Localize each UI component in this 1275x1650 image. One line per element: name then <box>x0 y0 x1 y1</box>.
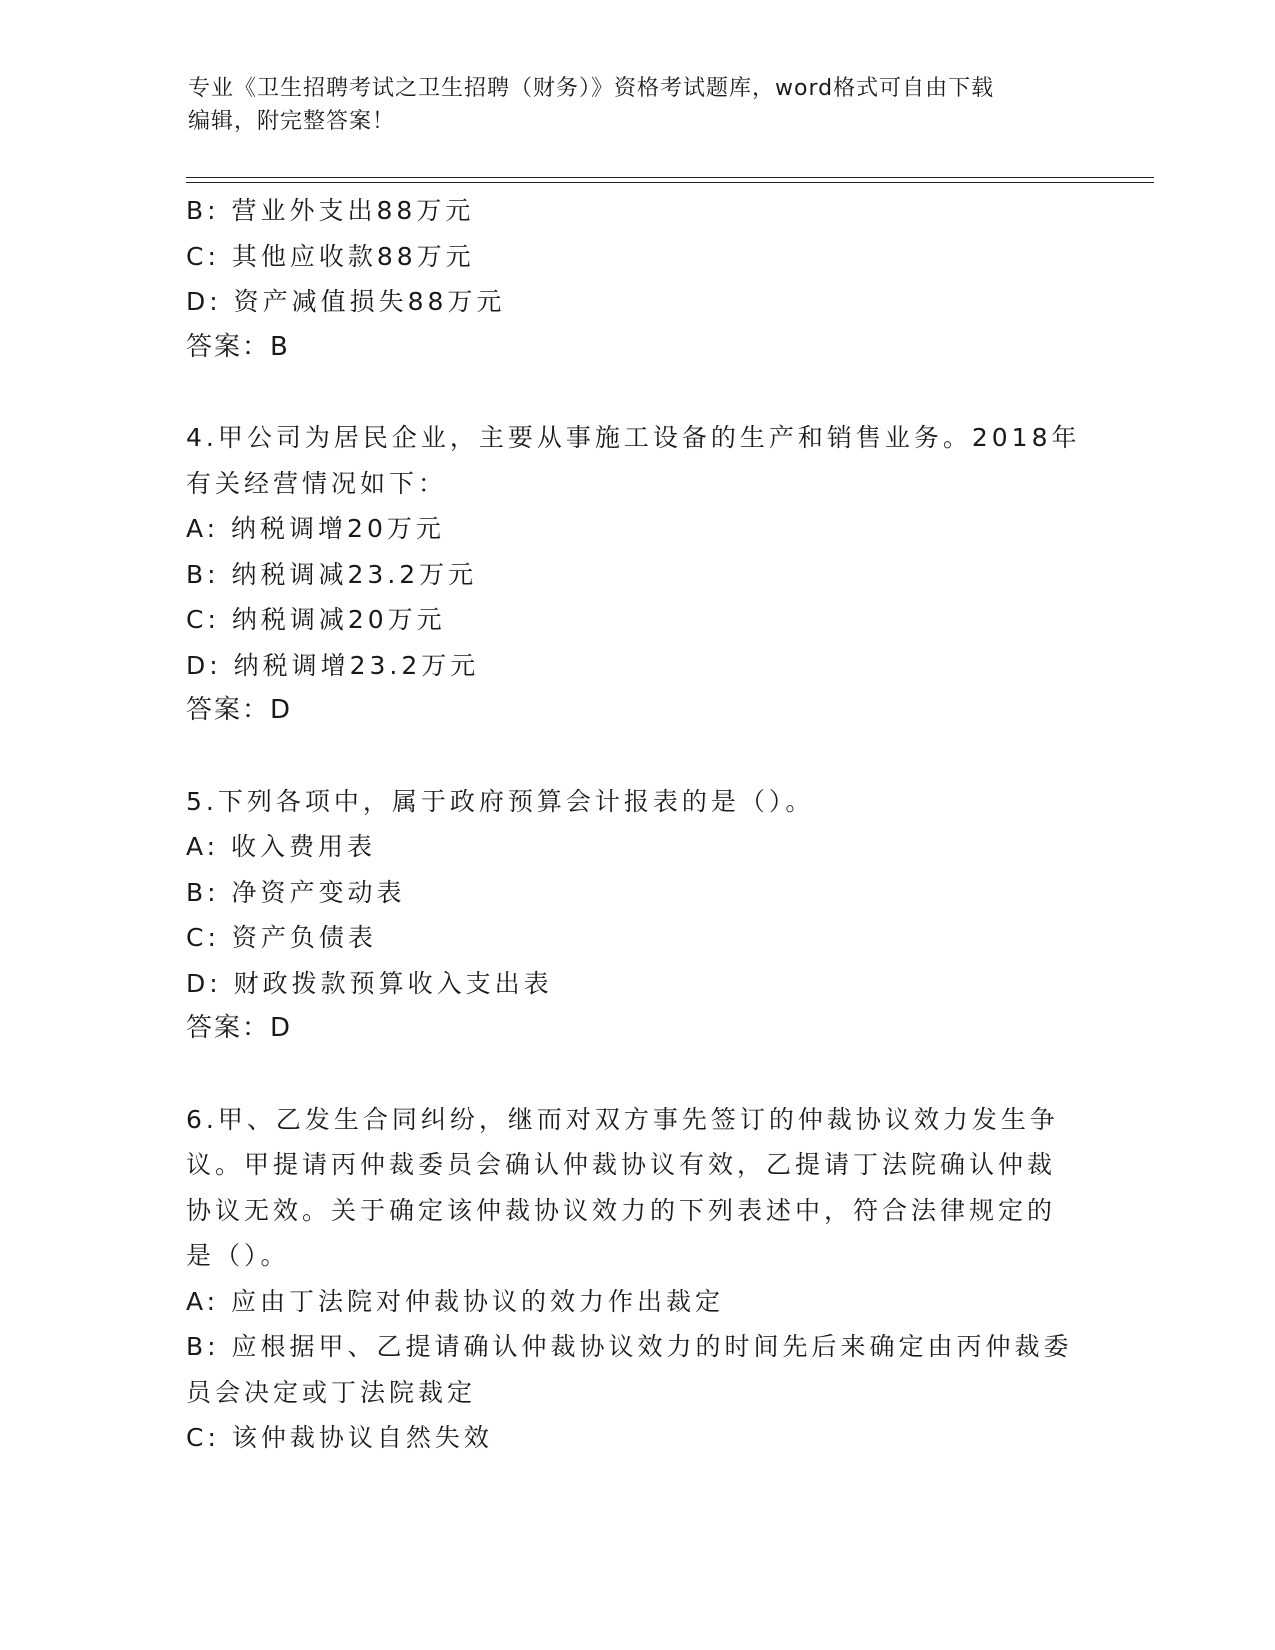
question-5 <box>186 779 1086 1052</box>
header-rule-bottom <box>186 182 1154 183</box>
question-stem-line: 协议无效。关于确定该仲裁协议效力的下列表述中，符合法律规定的 <box>186 1195 1057 1225</box>
option-d: D: 资产减值损失88万元 <box>186 287 506 316</box>
question-6 <box>186 1097 1086 1461</box>
option-c: C: 该仲裁协议自然失效 <box>186 1423 493 1452</box>
question-3 <box>186 188 1086 370</box>
option-c: C: 纳税调减20万元 <box>186 605 446 634</box>
option-b: B: 纳税调减23.2万元 <box>186 559 478 589</box>
header-line-2: 编辑，附完整答案！ <box>188 109 396 134</box>
header-rule-top <box>186 177 1154 178</box>
header-line-1: 专业《卫生招聘考试之卫生招聘（财务）》资格考试题库，word格式可自由下载 <box>188 76 995 101</box>
answer: 答案：D <box>186 695 293 725</box>
option-b: B: 营业外支出88万元 <box>186 196 475 225</box>
question-stem-line: 5.下列各项中，属于政府预算会计报表的是（）。 <box>186 786 815 816</box>
question-list <box>186 188 1086 1461</box>
spacer <box>186 370 1086 415</box>
option-b: B: 净资产变动表 <box>186 877 406 907</box>
question-stem-line: 有关经营情况如下： <box>186 468 448 498</box>
option-b-continued: 员会决定或丁法院裁定 <box>186 1377 477 1407</box>
option-a: A: 纳税调增20万元 <box>186 514 445 543</box>
option-a: A: 收入费用表 <box>186 832 377 861</box>
question-stem-line: 4.甲公司为居民企业，主要从事施工设备的生产和销售业务。2018年 <box>186 423 1081 452</box>
question-4 <box>186 415 1086 734</box>
option-d: D: 纳税调增23.2万元 <box>186 650 480 680</box>
option-a: A: 应由丁法院对仲裁协议的效力作出裁定 <box>186 1286 725 1316</box>
option-b: B: 应根据甲、乙提请确认仲裁协议效力的时间先后来确定由丙仲裁委 <box>186 1332 1073 1361</box>
option-c: C: 其他应收款88万元 <box>186 241 475 271</box>
option-c: C: 资产负债表 <box>186 923 377 952</box>
option-d: D: 财政拨款预算收入支出表 <box>186 968 553 998</box>
answer: 答案：B <box>186 331 290 362</box>
spacer <box>186 1052 1086 1097</box>
document-header <box>188 72 1088 138</box>
spacer <box>186 734 1086 779</box>
question-stem-line: 议。甲提请丙仲裁委员会确认仲裁协议有效，乙提请丁法院确认仲裁 <box>186 1150 1057 1179</box>
question-stem-line: 是（）。 <box>186 1241 290 1270</box>
question-stem-line: 6.甲、乙发生合同纠纷，继而对双方事先签订的仲裁协议效力发生争 <box>186 1104 1059 1134</box>
answer: 答案：D <box>186 1013 293 1043</box>
